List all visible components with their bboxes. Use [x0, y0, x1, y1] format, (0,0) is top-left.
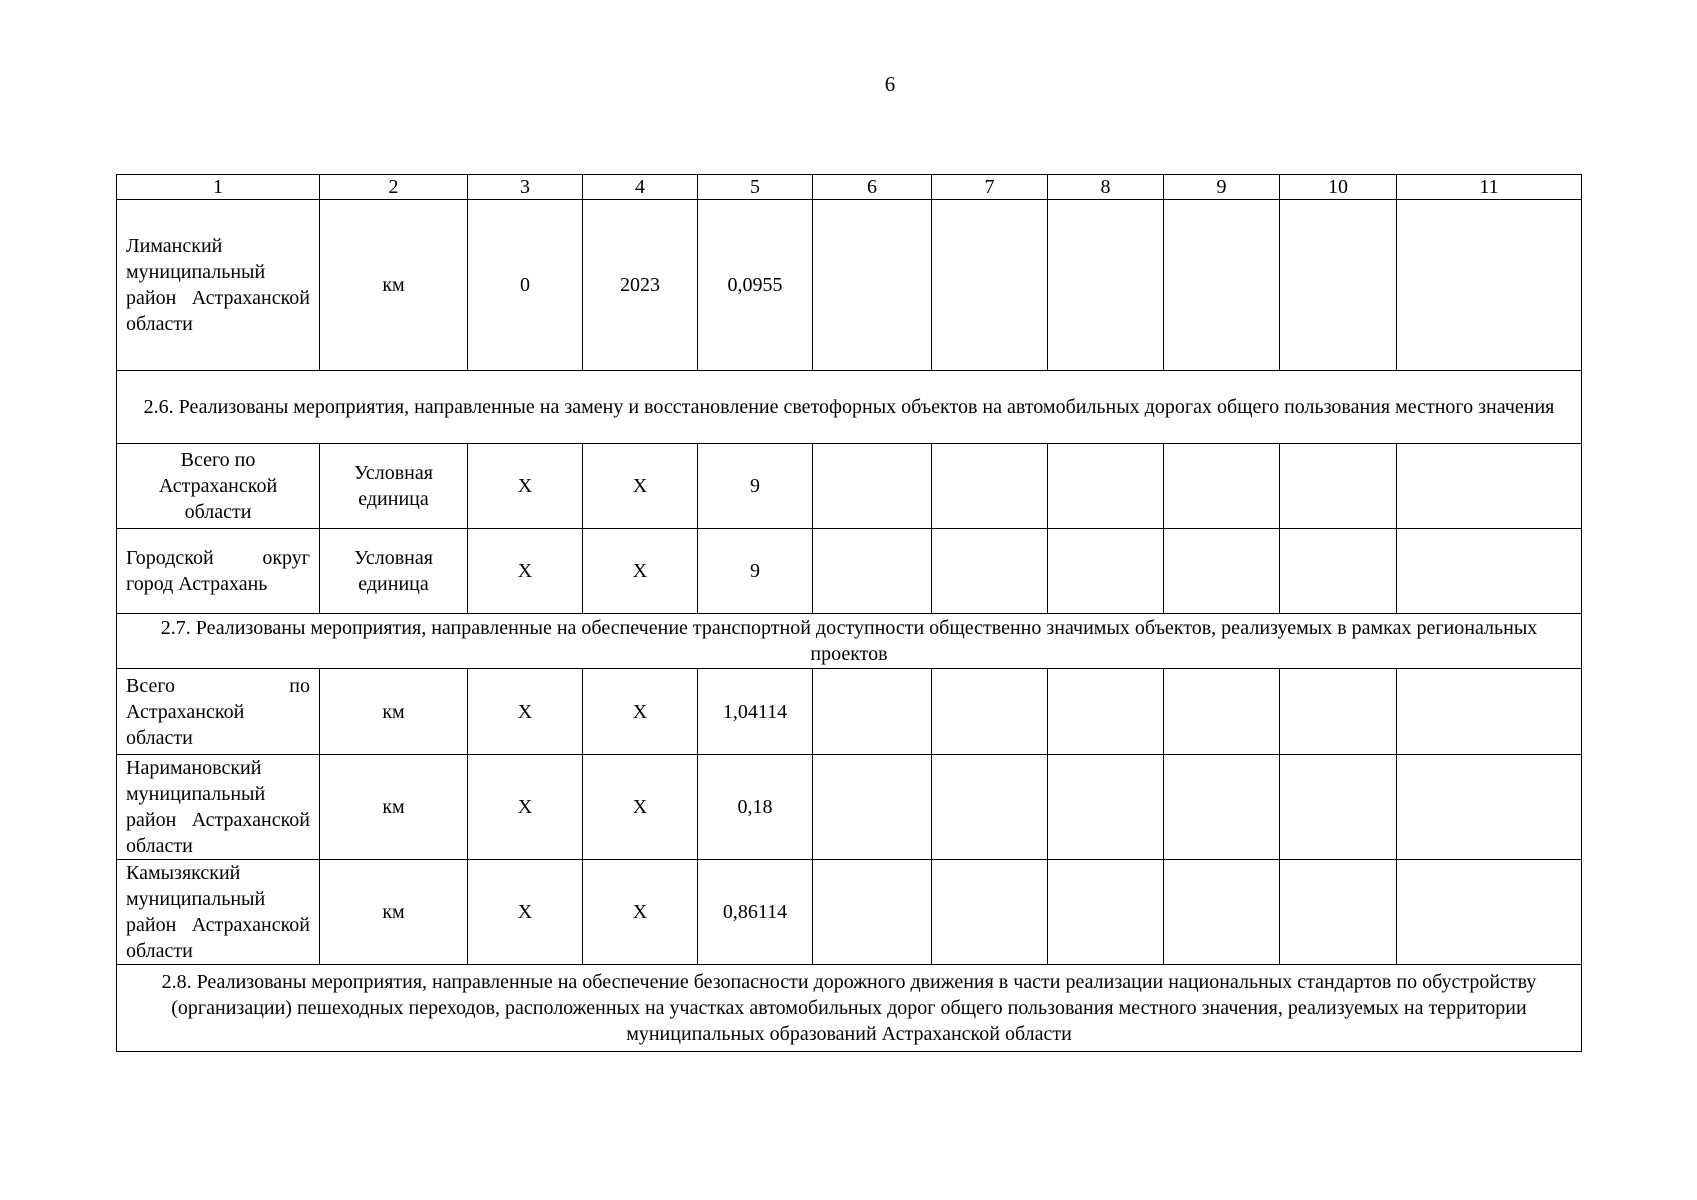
section-row — [117, 965, 1582, 1052]
column-number: 4 — [583, 175, 698, 200]
indicators-table — [116, 174, 1582, 1052]
base-year-cell: Х — [583, 860, 698, 965]
section-heading: 2.8. Реализованы мероприятия, направленные на обеспечение безопасности дорожного движения в части реализации национальных стандартов по обустройству (организации) пешеходных переходов, расположенных на участках автомобильных дорог общего пользования местного значения, реализуемых на территории муниципальных образований Астраханской области — [117, 965, 1582, 1052]
column-number: 5 — [698, 175, 813, 200]
empty-cell — [813, 529, 932, 614]
table-row — [117, 444, 1582, 529]
empty-cell — [1164, 444, 1280, 529]
unit-cell: км — [320, 755, 468, 860]
base-value-cell: Х — [468, 755, 583, 860]
base-year-cell: Х — [583, 444, 698, 529]
empty-cell — [1397, 860, 1582, 965]
empty-cell — [1164, 755, 1280, 860]
empty-cell — [813, 669, 932, 755]
unit-cell: км — [320, 669, 468, 755]
base-value-cell: Х — [468, 860, 583, 965]
empty-cell — [813, 200, 932, 371]
value-cell: 9 — [698, 444, 813, 529]
territory-name: Всего по Астраханской области — [117, 669, 320, 755]
empty-cell — [1280, 755, 1397, 860]
empty-cell — [932, 669, 1048, 755]
base-year-cell: Х — [583, 755, 698, 860]
section-heading: 2.6. Реализованы мероприятия, направленные на замену и восстановление светофорных объектов на автомобильных дорогах общего пользования местного значения — [117, 371, 1582, 444]
empty-cell — [813, 444, 932, 529]
empty-cell — [1397, 755, 1582, 860]
value-cell: 0,86114 — [698, 860, 813, 965]
table-row — [117, 669, 1582, 755]
territory-name: Камызякский муниципальный район Астраханской области — [117, 860, 320, 965]
empty-cell — [1280, 860, 1397, 965]
column-number: 1 — [117, 175, 320, 200]
value-cell: 1,04114 — [698, 669, 813, 755]
page-number: 6 — [884, 72, 896, 96]
territory-name: Всего по Астраханской области — [117, 444, 320, 529]
base-year-cell: 2023 — [583, 200, 698, 371]
empty-cell — [1048, 444, 1164, 529]
empty-cell — [1280, 200, 1397, 371]
empty-cell — [932, 860, 1048, 965]
section-row — [117, 614, 1582, 669]
empty-cell — [1280, 444, 1397, 529]
column-number: 8 — [1048, 175, 1164, 200]
table-row — [117, 529, 1582, 614]
empty-cell — [1397, 529, 1582, 614]
table-row — [117, 200, 1582, 371]
value-cell: 9 — [698, 529, 813, 614]
section-heading: 2.7. Реализованы мероприятия, направленные на обеспечение транспортной доступности общественно значимых объектов, реализуемых в рамках региональных проектов — [117, 614, 1582, 669]
base-year-cell: Х — [583, 529, 698, 614]
empty-cell — [1164, 529, 1280, 614]
base-value-cell: Х — [468, 444, 583, 529]
base-year-cell: Х — [583, 669, 698, 755]
empty-cell — [1397, 200, 1582, 371]
unit-cell: км — [320, 200, 468, 371]
empty-cell — [1048, 669, 1164, 755]
base-value-cell: Х — [468, 529, 583, 614]
empty-cell — [1280, 669, 1397, 755]
value-cell: 0,18 — [698, 755, 813, 860]
column-number: 6 — [813, 175, 932, 200]
empty-cell — [932, 200, 1048, 371]
table-row — [117, 860, 1582, 965]
table-row — [117, 755, 1582, 860]
column-number: 3 — [468, 175, 583, 200]
empty-cell — [1048, 755, 1164, 860]
unit-cell: км — [320, 860, 468, 965]
value-cell: 0,0955 — [698, 200, 813, 371]
empty-cell — [1048, 529, 1164, 614]
territory-name: Городской округ город Астрахань — [117, 529, 320, 614]
empty-cell — [813, 755, 932, 860]
base-value-cell: Х — [468, 669, 583, 755]
empty-cell — [1048, 200, 1164, 371]
empty-cell — [1280, 529, 1397, 614]
empty-cell — [932, 529, 1048, 614]
column-number: 9 — [1164, 175, 1280, 200]
empty-cell — [1048, 860, 1164, 965]
base-value-cell: 0 — [468, 200, 583, 371]
column-number: 2 — [320, 175, 468, 200]
empty-cell — [813, 860, 932, 965]
empty-cell — [1164, 860, 1280, 965]
column-number: 11 — [1397, 175, 1582, 200]
column-number: 7 — [932, 175, 1048, 200]
unit-cell: Условная единица — [320, 444, 468, 529]
empty-cell — [1164, 669, 1280, 755]
section-row — [117, 371, 1582, 444]
unit-cell: Условная единица — [320, 529, 468, 614]
empty-cell — [1397, 669, 1582, 755]
territory-name: Лиманский муниципальный район Астраханской области — [117, 200, 320, 371]
territory-name: Наримановский муниципальный район Астраханской области — [117, 755, 320, 860]
empty-cell — [1164, 200, 1280, 371]
column-number-row — [117, 175, 1582, 200]
column-number: 10 — [1280, 175, 1397, 200]
empty-cell — [1397, 444, 1582, 529]
empty-cell — [932, 755, 1048, 860]
empty-cell — [932, 444, 1048, 529]
